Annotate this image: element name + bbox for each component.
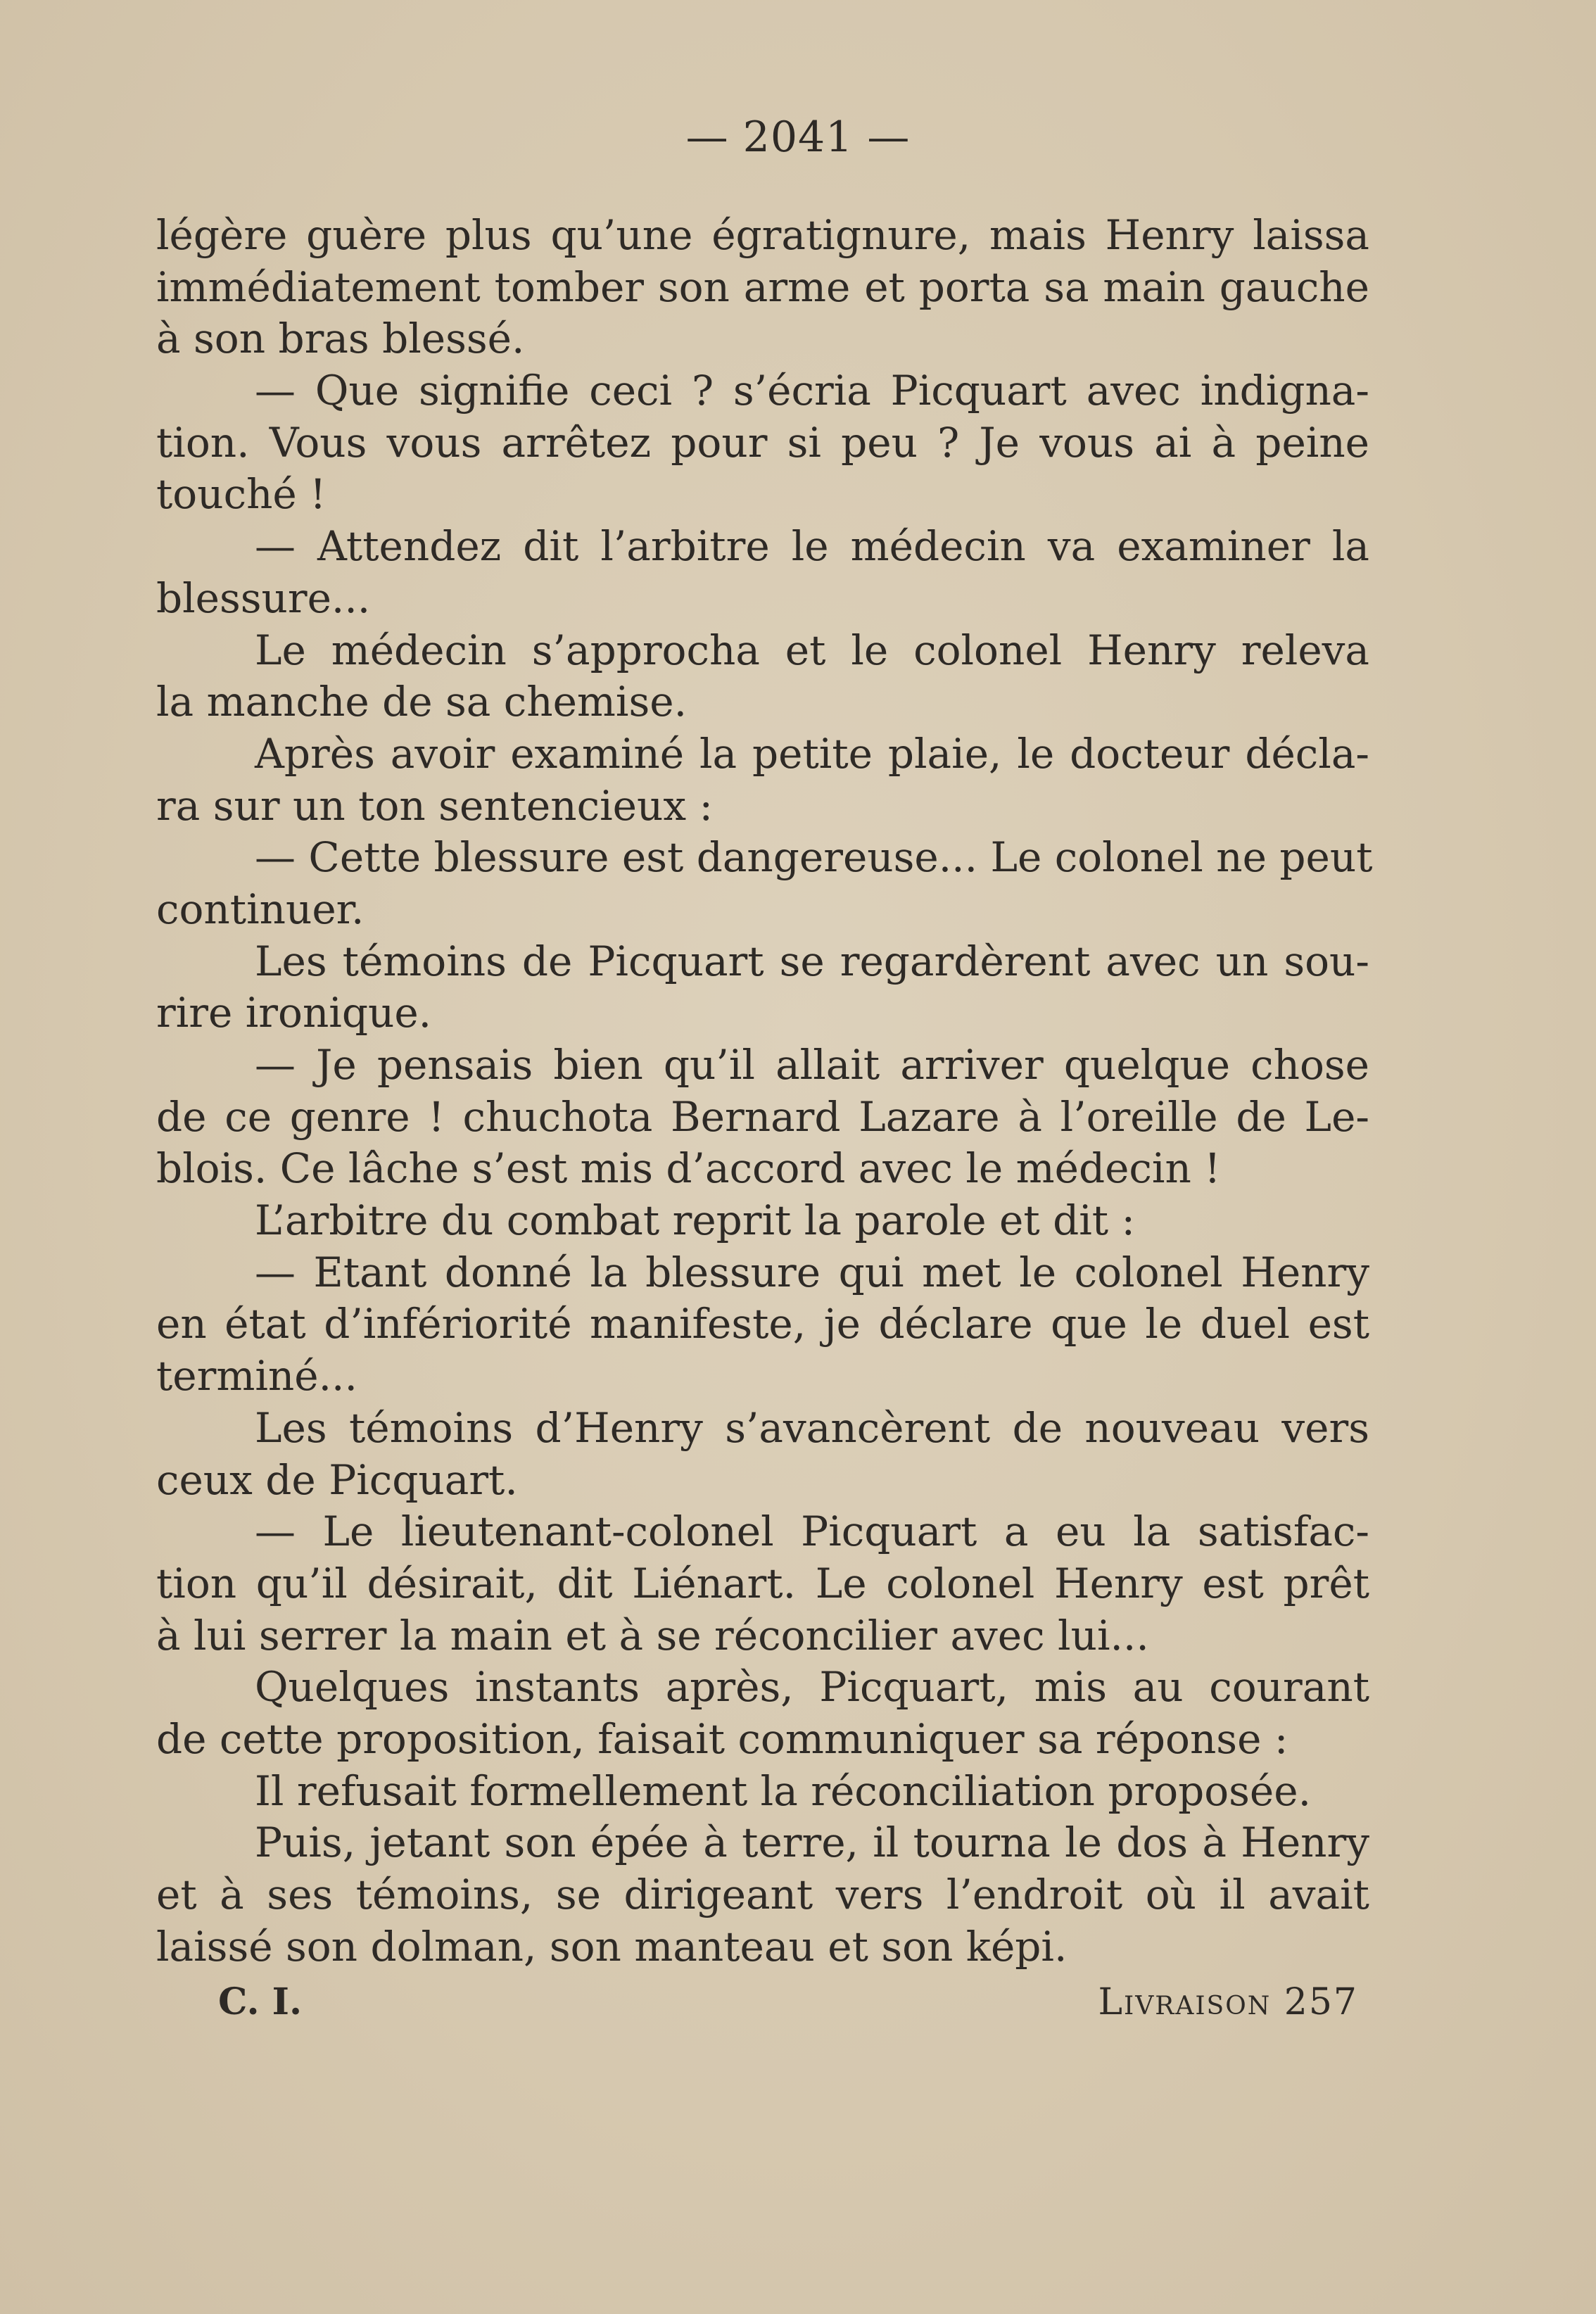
text-line: laissé son dolman, son manteau et son képi. bbox=[156, 1922, 1068, 1971]
text-line: Il refusait formellement la réconciliation proposée. bbox=[255, 1766, 1312, 1815]
text-line: immédiatement tomber son arme et porta sa main gauche bbox=[156, 263, 1369, 311]
text-line: Quelques instants après, Picquart, mis au courant bbox=[255, 1663, 1369, 1712]
text-line: légère guère plus qu’une égratignure, mais Henry laissa bbox=[156, 211, 1369, 259]
text-line: ra sur un ton sentencieux : bbox=[156, 781, 714, 830]
text-line: continuer. bbox=[156, 885, 365, 933]
page-number: — 2041 — bbox=[685, 113, 911, 162]
text-line: — Etant donné la blessure qui met le colonel Henry bbox=[255, 1248, 1369, 1296]
text-line: — Le lieutenant-colonel Picquart a eu la satisfac- bbox=[255, 1507, 1369, 1556]
text-line: rire ironique. bbox=[156, 989, 432, 1037]
text-line: Les témoins de Picquart se regardèrent avec un sou- bbox=[255, 937, 1369, 985]
text-line: — Cette blessure est dangereuse... Le colonel ne peut bbox=[255, 833, 1373, 882]
text-line: — Que signifie ceci ? s’écria Picquart avec indigna- bbox=[255, 367, 1369, 415]
text-line: touché ! bbox=[156, 470, 327, 519]
text-line: blessure... bbox=[156, 574, 371, 622]
text-line: et à ses témoins, se dirigeant vers l’endroit où il avait bbox=[156, 1871, 1369, 1918]
text-line: à son bras blessé. bbox=[156, 315, 525, 363]
text-line: terminé... bbox=[156, 1352, 357, 1401]
body-text bbox=[156, 210, 1373, 1973]
text-line: L’arbitre du combat reprit la parole et dit : bbox=[255, 1196, 1136, 1245]
text-line: Après avoir examiné la petite plaie, le docteur décla- bbox=[255, 729, 1369, 778]
text-line: de cette proposition, faisait communiquer sa réponse : bbox=[156, 1714, 1288, 1763]
text-line: à lui serrer la main et à se réconcilier avec lui... bbox=[156, 1611, 1149, 1659]
text-line: la manche de sa chemise. bbox=[156, 678, 687, 726]
text-line: Le médecin s’approcha et le colonel Henry releva bbox=[255, 626, 1369, 674]
text-line: en état d’infériorité manifeste, je déclare que le duel est bbox=[156, 1300, 1369, 1348]
text-line: — Je pensais bien qu’il allait arriver quelque chose bbox=[255, 1041, 1369, 1089]
text-line: Puis, jetant son épée à terre, il tourna le dos à Henry bbox=[255, 1819, 1369, 1867]
text-line: blois. Ce lâche s’est mis d’accord avec le médecin ! bbox=[156, 1144, 1221, 1193]
text-line: tion qu’il désirait, dit Liénart. Le colonel Henry est prêt bbox=[156, 1559, 1369, 1607]
text-line: — Attendez dit l’arbitre le médecin va examiner la bbox=[255, 522, 1369, 571]
text-line: Les témoins d’Henry s’avancèrent de nouveau vers bbox=[255, 1403, 1369, 1452]
text-line: de ce genre ! chuchota Bernard Lazare à l’oreille de Le- bbox=[156, 1092, 1369, 1141]
signature-mark: C. I. bbox=[218, 1980, 303, 2023]
installment-label: Livraison 257 bbox=[1098, 1981, 1358, 2023]
text-line: ceux de Picquart. bbox=[156, 1455, 518, 1504]
page-footer bbox=[218, 1976, 1358, 2028]
text-line: tion. Vous vous arrêtez pour si peu ? Je vous ai à peine bbox=[156, 418, 1369, 467]
